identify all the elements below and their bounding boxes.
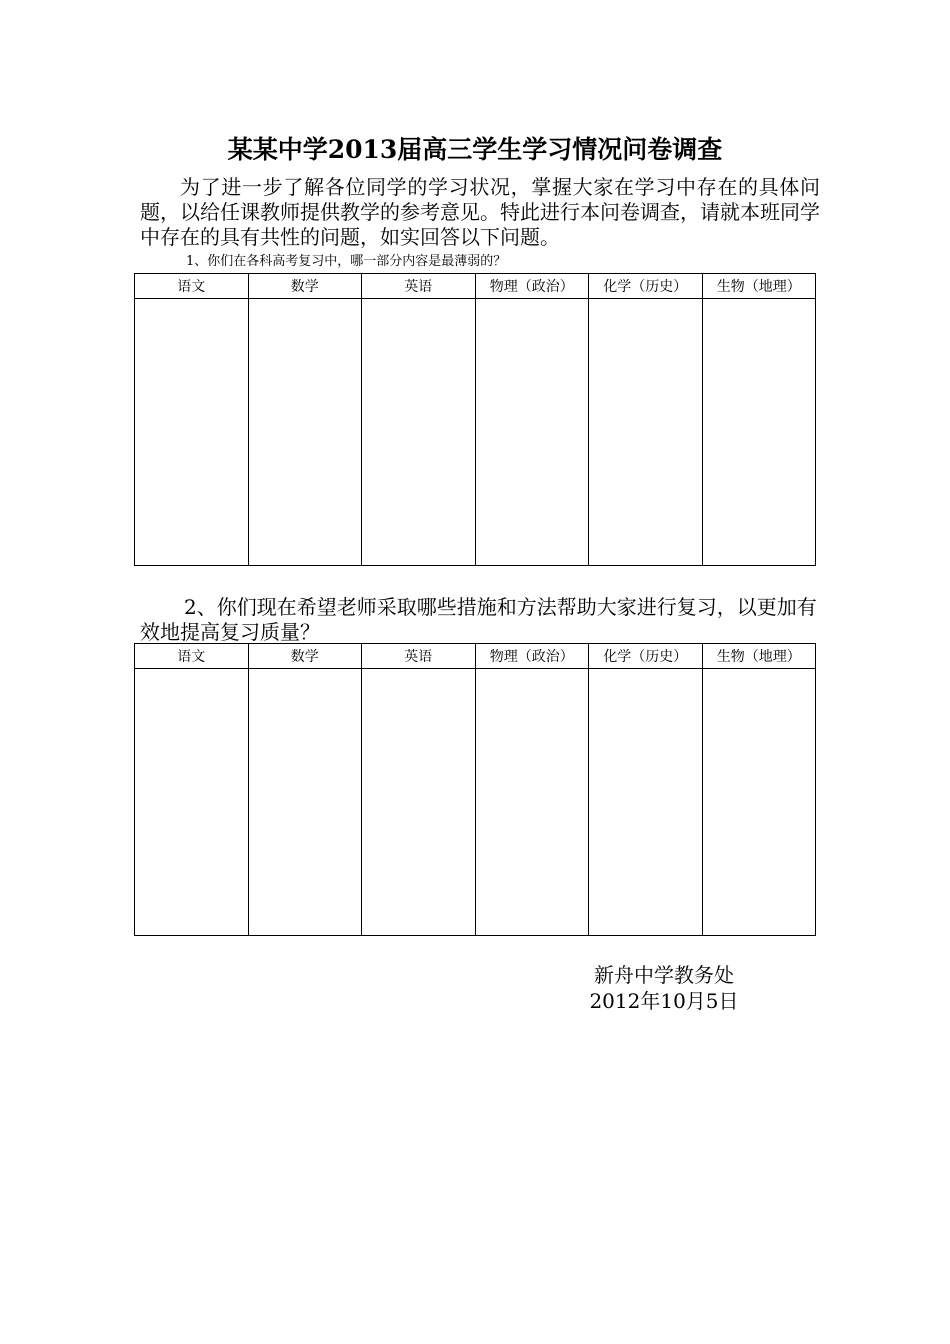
document-title: 某某中学2013届高三学生学习情况问卷调查 [227, 135, 723, 164]
intro-paragraph: 为了进一步了解各位同学的学习状况，掌握大家在学习中存在的具体问题，以给任课教师提供教学的参考意见。特此进行本问卷调查，请就本班同学中存在的具有共性的问题，如实回答以下问题。 [140, 175, 820, 249]
subject-header: 英语 [362, 274, 476, 299]
subject-header: 数学 [248, 644, 362, 669]
answer-cell[interactable] [702, 299, 816, 566]
subject-header: 化学（历史） [589, 274, 703, 299]
subject-header: 物理（政治） [475, 274, 589, 299]
answer-table-1 [134, 273, 816, 566]
answer-cell[interactable] [702, 669, 816, 936]
answer-row [135, 669, 816, 936]
issuing-office: 新舟中学教务处 [594, 963, 734, 987]
question-2: 2、你们现在希望老师采取哪些措施和方法帮助大家进行复习，以更加有效地提高复习质量？ [140, 595, 817, 644]
answer-cell[interactable] [589, 299, 703, 566]
answer-cell[interactable] [362, 299, 476, 566]
answer-cell[interactable] [135, 299, 249, 566]
subject-header: 语文 [135, 274, 249, 299]
question-1: 1、你们在各科高考复习中，哪一部分内容是最薄弱的？ [186, 254, 507, 269]
answer-table-2 [134, 643, 816, 936]
answer-row [135, 299, 816, 566]
issue-date: 2012年10月5日 [589, 989, 739, 1013]
subject-header: 英语 [362, 644, 476, 669]
answer-cell[interactable] [589, 669, 703, 936]
signoff-block [580, 962, 748, 1014]
answer-cell[interactable] [248, 669, 362, 936]
answer-cell[interactable] [475, 669, 589, 936]
table-header-row [135, 274, 816, 299]
subject-header: 语文 [135, 644, 249, 669]
table-header-row [135, 644, 816, 669]
subject-header: 数学 [248, 274, 362, 299]
subject-header: 化学（历史） [589, 644, 703, 669]
subject-header: 生物（地理） [702, 644, 816, 669]
answer-cell[interactable] [248, 299, 362, 566]
answer-cell[interactable] [362, 669, 476, 936]
subject-header: 生物（地理） [702, 274, 816, 299]
answer-cell[interactable] [475, 299, 589, 566]
subject-header: 物理（政治） [475, 644, 589, 669]
answer-cell[interactable] [135, 669, 249, 936]
